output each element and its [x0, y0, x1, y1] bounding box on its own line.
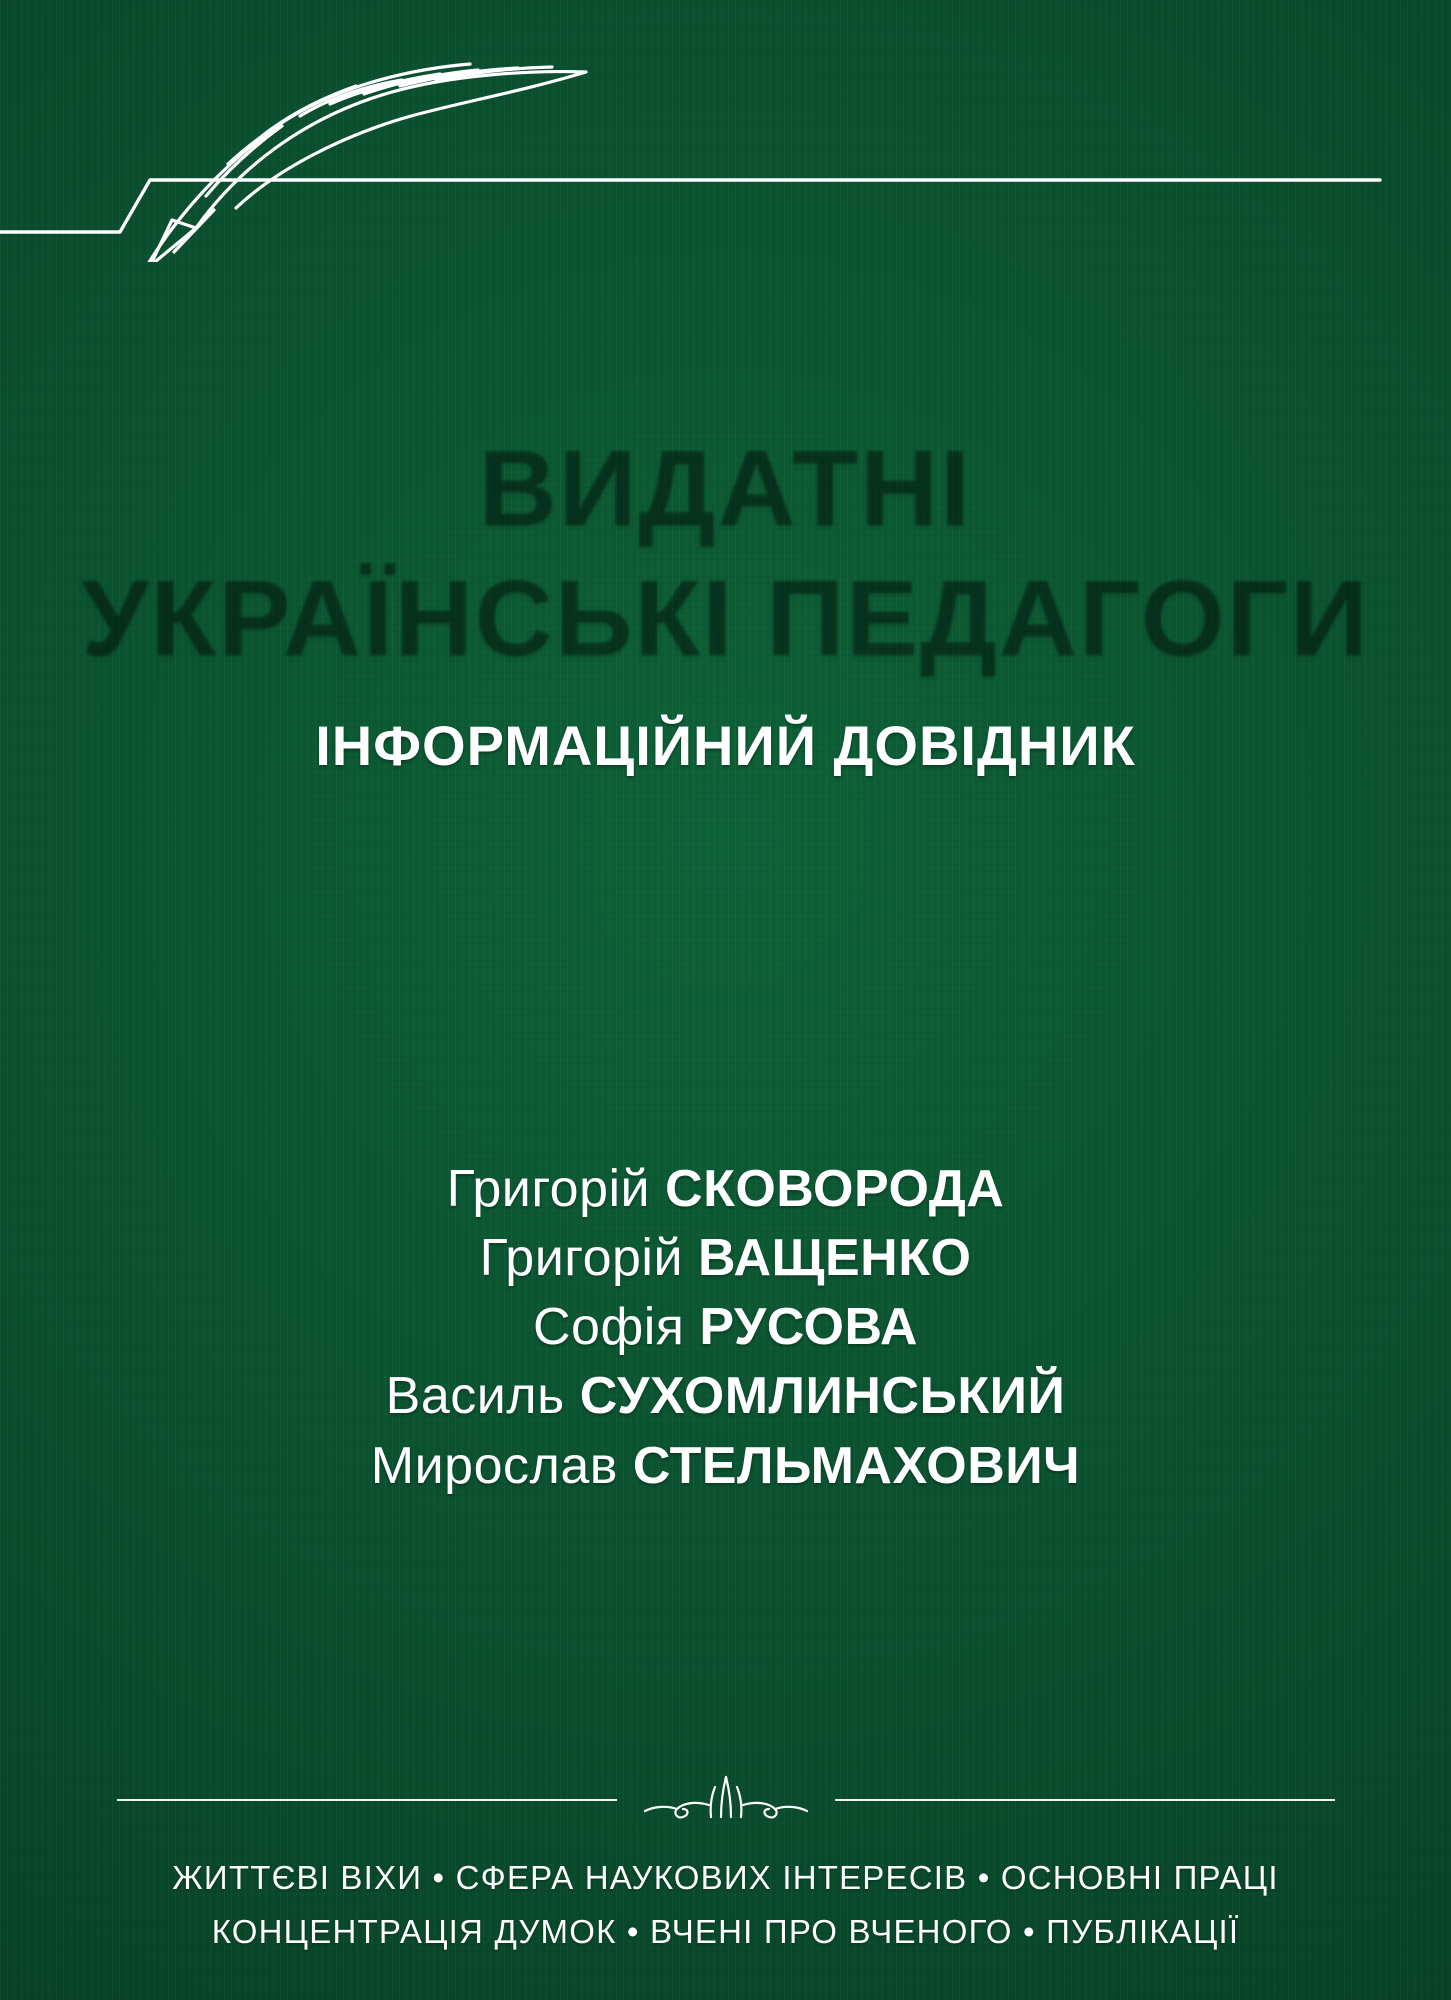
divider-rule-left [117, 1799, 617, 1801]
list-item [0, 1362, 1451, 1431]
footer-line-1: ЖИТТЄВІ ВІХИ • СФЕРА НАУКОВИХ ІНТЕРЕСІВ • ОСНОВНІ ПРАЦІ [172, 1859, 1279, 1897]
name-last: ВАЩЕНКО [697, 1229, 972, 1288]
quill-feather-icon [0, 52, 1451, 262]
name-first: Софія [533, 1298, 685, 1357]
divider [0, 1770, 1451, 1830]
title-line-2: УКРАЇНСЬКІ ПЕДАГОГИ [81, 555, 1370, 677]
name-first: Мирослав [370, 1436, 618, 1495]
name-last: СТЕЛЬМАХОВИЧ [632, 1436, 1081, 1495]
name-first: Григорій [479, 1229, 684, 1288]
title-block [0, 425, 1451, 778]
list-item [0, 1432, 1451, 1501]
name-last: СКОВОРОДА [665, 1160, 1005, 1218]
author-list [0, 1155, 1451, 1501]
title-line-1: ВИДАТНІ [478, 425, 973, 546]
name-last: СУХОМЛИНСЬКИЙ [579, 1367, 1066, 1426]
subtitle: ІНФОРМАЦІЙНИЙ ДОВІДНИК [315, 713, 1136, 777]
divider-rule-right [835, 1799, 1335, 1801]
name-first: Василь [385, 1367, 565, 1426]
footer-line-2: КОНЦЕНТРАЦІЯ ДУМОК • ВЧЕНІ ПРО ВЧЕНОГО • ПУБЛІКАЦІЇ [211, 1912, 1240, 1950]
list-item [0, 1293, 1451, 1362]
name-last: РУСОВА [699, 1298, 918, 1357]
list-item [0, 1155, 1451, 1224]
list-item [0, 1224, 1451, 1293]
name-first: Григорій [446, 1160, 651, 1218]
footer-keywords [0, 1851, 1451, 1958]
flourish-ornament-icon [617, 1771, 835, 1830]
